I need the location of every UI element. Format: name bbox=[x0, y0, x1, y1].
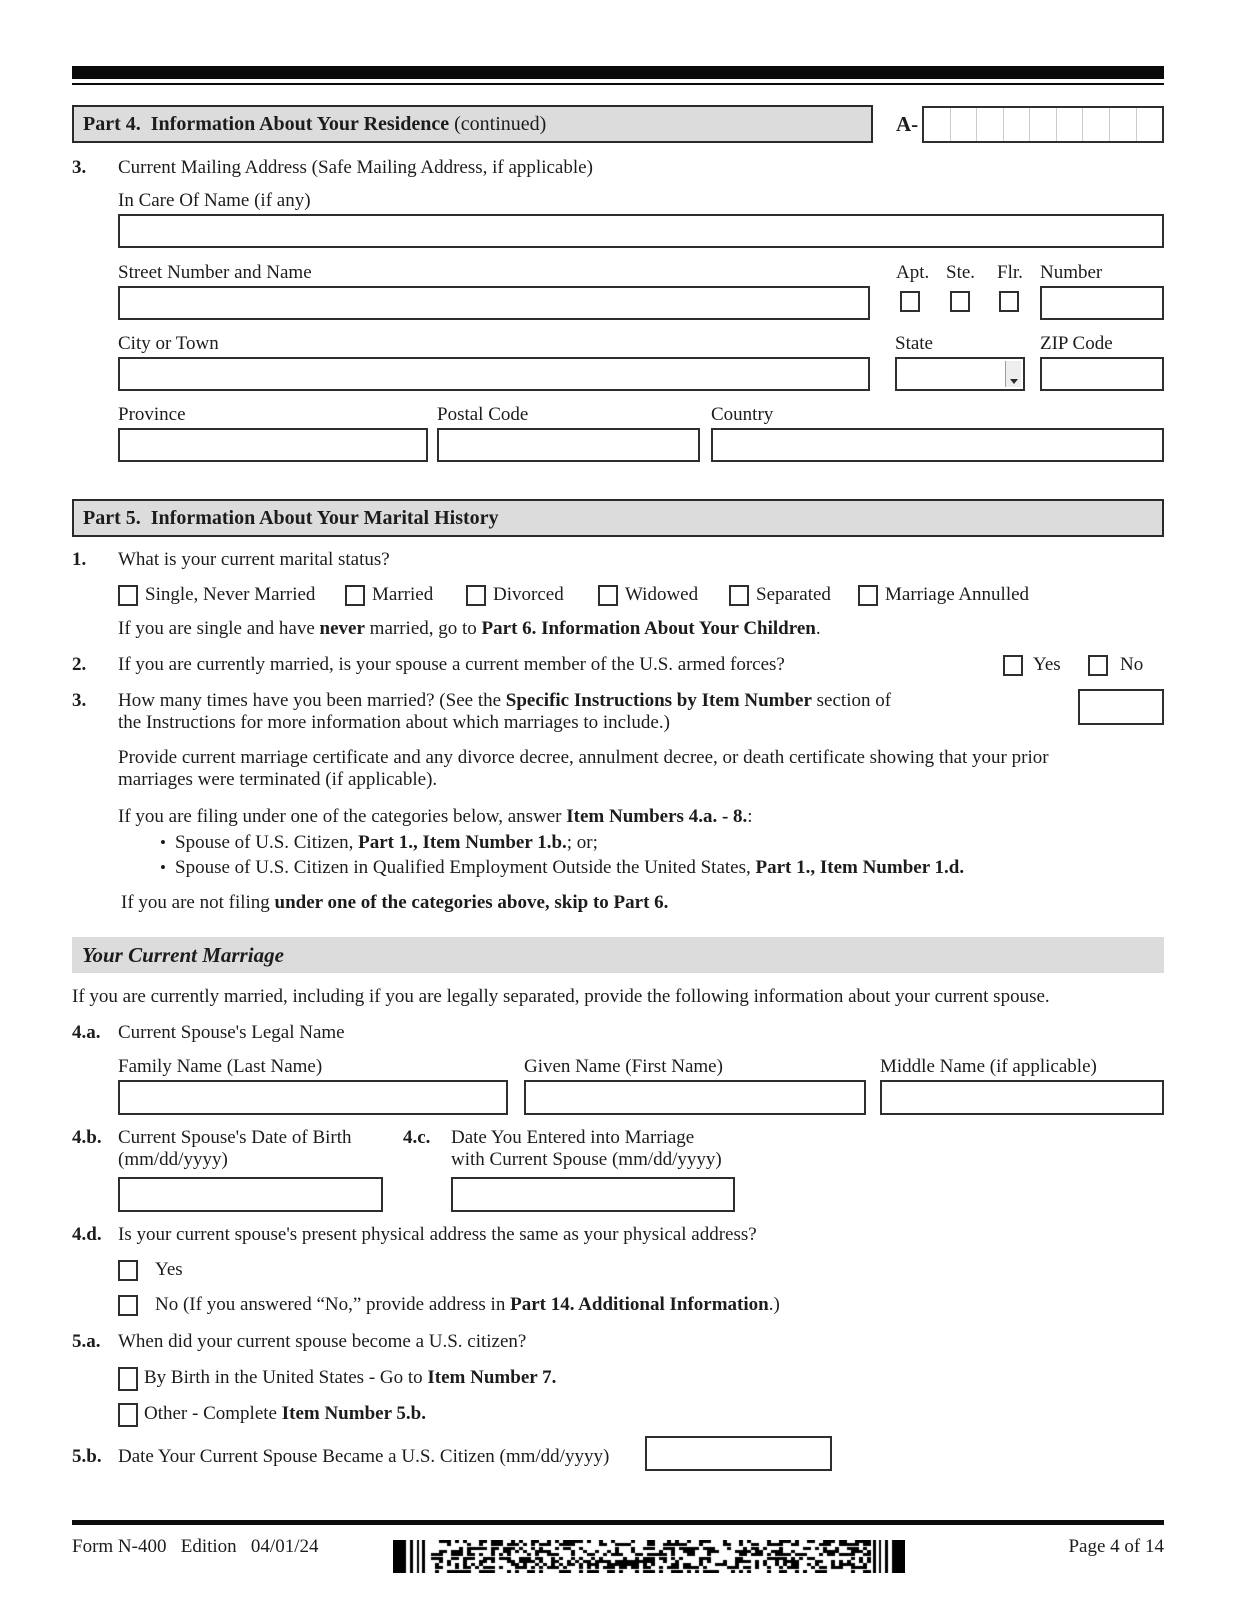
family-name-label: Family Name (Last Name) bbox=[118, 1056, 323, 1077]
q4d-no-text2: .) bbox=[768, 1294, 780, 1315]
q4d-no-label bbox=[155, 1294, 780, 1316]
bullet1-text2: ; or; bbox=[566, 832, 598, 853]
bullet1-text: Spouse of U.S. Citizen, bbox=[175, 832, 359, 853]
bullet1-bold: Part 1., Item Number 1.b. bbox=[358, 832, 567, 853]
q4d-text: Is your current spouse's present physical address the same as your physical address? bbox=[118, 1224, 757, 1245]
q1-text: What is your current marital status? bbox=[118, 549, 390, 570]
item3-number: 3. bbox=[72, 157, 87, 178]
part4-header bbox=[72, 105, 873, 143]
a-number-cell bbox=[1004, 108, 1031, 141]
spouse-dob-input[interactable] bbox=[118, 1177, 383, 1212]
q5a-opt2-bold: Item Number 5.b. bbox=[281, 1403, 426, 1424]
footer-rule bbox=[72, 1520, 1164, 1525]
q4a-text: Current Spouse's Legal Name bbox=[118, 1022, 345, 1043]
item3-label: Current Mailing Address (Safe Mailing Address, if applicable) bbox=[118, 157, 593, 178]
footer-form-number: Form N-400 bbox=[72, 1536, 167, 1557]
q3-not-filing-text bbox=[121, 892, 668, 914]
q5a-text: When did your current spouse become a U.S. citizen? bbox=[118, 1331, 527, 1352]
current-marriage-title: Your Current Marriage bbox=[82, 942, 284, 967]
q4d-yes-label: Yes bbox=[155, 1259, 183, 1280]
q2-number: 2. bbox=[72, 654, 87, 675]
q4c-label-line2: with Current Spouse (mm/dd/yyyy) bbox=[451, 1149, 722, 1170]
q2-yes-label: Yes bbox=[1033, 654, 1061, 675]
q3-filing-1: If you are filing under one of the categories below, answer bbox=[118, 806, 567, 827]
marital-annulled-label: Marriage Annulled bbox=[885, 584, 1030, 605]
q3-provide-line2: marriages were terminated (if applicable). bbox=[118, 769, 438, 790]
part5-title: Part 5. Information About Your Marital History bbox=[83, 506, 499, 529]
q4d-yes-checkbox[interactable] bbox=[118, 1260, 138, 1281]
q3-filing-text bbox=[118, 806, 753, 828]
q5a-other-label bbox=[144, 1403, 426, 1425]
city-label: City or Town bbox=[118, 333, 219, 354]
q4c-label-line1: Date You Entered into Marriage bbox=[451, 1127, 695, 1148]
in-care-of-label: In Care Of Name (if any) bbox=[118, 190, 311, 211]
family-name-input[interactable] bbox=[118, 1080, 508, 1115]
marital-widowed-checkbox[interactable] bbox=[598, 585, 618, 606]
apt-label: Apt. bbox=[896, 262, 930, 283]
q5a-by-birth-checkbox[interactable] bbox=[118, 1367, 138, 1391]
middle-name-input[interactable] bbox=[880, 1080, 1164, 1115]
flr-checkbox[interactable] bbox=[999, 291, 1019, 312]
a-number-cell bbox=[924, 108, 951, 141]
a-number-cell bbox=[1110, 108, 1137, 141]
province-input[interactable] bbox=[118, 428, 428, 462]
marital-divorced-label: Divorced bbox=[493, 584, 564, 605]
q5a-number: 5.a. bbox=[72, 1331, 101, 1352]
province-label: Province bbox=[118, 404, 186, 425]
q2-yes-checkbox[interactable] bbox=[1003, 655, 1023, 676]
q3-text-bold: Specific Instructions by Item Number bbox=[505, 690, 812, 711]
q3-number: 3. bbox=[72, 690, 87, 711]
a-number-cell bbox=[951, 108, 978, 141]
marital-married-label: Married bbox=[372, 584, 434, 605]
city-input[interactable] bbox=[118, 357, 870, 391]
part5-header bbox=[72, 499, 1164, 537]
marital-married-checkbox[interactable] bbox=[345, 585, 365, 606]
in-care-of-input[interactable] bbox=[118, 214, 1164, 248]
bullet2-text: Spouse of U.S. Citizen in Qualified Employment Outside the United States, bbox=[175, 857, 756, 878]
barcode-2d bbox=[393, 1540, 905, 1573]
q3-provide-text bbox=[118, 747, 1049, 791]
unit-number-label: Number bbox=[1040, 262, 1103, 283]
state-select[interactable] bbox=[895, 357, 1025, 391]
q3-filing-2: : bbox=[747, 806, 753, 827]
q1-number: 1. bbox=[72, 549, 87, 570]
q4d-no-checkbox[interactable] bbox=[118, 1295, 138, 1316]
filing-bullet-1 bbox=[160, 832, 598, 854]
q1-note-bold-part6: Part 6. Information About Your Children bbox=[481, 618, 816, 639]
state-select-arrow[interactable] bbox=[1005, 361, 1021, 387]
q1-note bbox=[118, 618, 821, 640]
q3-filing-bold: Item Numbers 4.a. - 8. bbox=[566, 806, 748, 827]
q1-note-text3: . bbox=[815, 618, 821, 639]
ste-label: Ste. bbox=[946, 262, 976, 283]
ste-checkbox[interactable] bbox=[950, 291, 970, 312]
q4c-number: 4.c. bbox=[403, 1127, 431, 1148]
zip-label: ZIP Code bbox=[1040, 333, 1113, 354]
q3-provide-line1: Provide current marriage certificate and any divorce decree, annulment decree, or death certificate showing that your prior bbox=[118, 747, 1049, 768]
q1-note-text2: married, go to bbox=[364, 618, 482, 639]
marriage-date-input[interactable] bbox=[451, 1177, 735, 1212]
a-number-input[interactable] bbox=[922, 106, 1164, 143]
q4c-label bbox=[451, 1127, 722, 1171]
q5a-opt1-text: By Birth in the United States - Go to bbox=[144, 1367, 428, 1388]
marital-annulled-checkbox[interactable] bbox=[858, 585, 878, 606]
street-input[interactable] bbox=[118, 286, 870, 320]
current-marriage-header bbox=[72, 937, 1164, 973]
street-label: Street Number and Name bbox=[118, 262, 312, 283]
middle-name-label: Middle Name (if applicable) bbox=[880, 1056, 1097, 1077]
not-filing-bold: under one of the categories above, skip to Part 6. bbox=[274, 892, 669, 913]
a-number-cell bbox=[1057, 108, 1084, 141]
q3-text-line2: the Instructions for more information about which marriages to include.) bbox=[118, 712, 670, 733]
q3-text-1: How many times have you been married? (See the bbox=[118, 690, 506, 711]
q1-note-text: If you are single and have bbox=[118, 618, 320, 639]
q5a-other-checkbox[interactable] bbox=[118, 1403, 138, 1427]
q5b-date-input[interactable] bbox=[645, 1436, 832, 1471]
q2-no-checkbox[interactable] bbox=[1088, 655, 1108, 676]
q5a-opt2-text: Other - Complete bbox=[144, 1403, 282, 1424]
marital-widowed-label: Widowed bbox=[625, 584, 699, 605]
marital-separated-label: Separated bbox=[756, 584, 831, 605]
footer-edition: Edition 04/01/24 bbox=[180, 1536, 319, 1557]
filing-bullet-2 bbox=[160, 857, 964, 879]
q4a-number: 4.a. bbox=[72, 1022, 101, 1043]
given-name-label: Given Name (First Name) bbox=[524, 1056, 723, 1077]
a-number-cell bbox=[1137, 108, 1163, 141]
bullet-icon: • bbox=[160, 858, 166, 877]
marital-divorced-checkbox[interactable] bbox=[466, 585, 486, 606]
flr-label: Flr. bbox=[997, 262, 1023, 283]
q4d-no-bold: Part 14. Additional Information bbox=[510, 1294, 769, 1315]
a-number-cell bbox=[1030, 108, 1057, 141]
q4d-no-text: No (If you answered “No,” provide address in bbox=[155, 1294, 511, 1315]
part4-title-note: (continued) bbox=[449, 112, 547, 135]
marital-single-checkbox[interactable] bbox=[118, 585, 138, 606]
postal-label: Postal Code bbox=[437, 404, 529, 425]
q2-text: If you are currently married, is your spouse a current member of the U.S. armed forces? bbox=[118, 654, 785, 675]
a-number-cell bbox=[1083, 108, 1110, 141]
not-filing-1: If you are not filing bbox=[121, 892, 275, 913]
q4b-label-line2: (mm/dd/yyyy) bbox=[118, 1149, 228, 1170]
top-rule-thick bbox=[72, 66, 1164, 79]
zip-input[interactable] bbox=[1040, 357, 1164, 391]
q4d-number: 4.d. bbox=[72, 1224, 102, 1245]
marital-separated-checkbox[interactable] bbox=[729, 585, 749, 606]
state-label: State bbox=[895, 333, 933, 354]
top-rule-thin bbox=[72, 83, 1164, 85]
current-marriage-intro: If you are currently married, including if you are legally separated, provide the following information about your current spouse. bbox=[72, 986, 1050, 1007]
q5a-opt1-bold: Item Number 7. bbox=[427, 1367, 557, 1388]
bullet2-bold: Part 1., Item Number 1.d. bbox=[755, 857, 965, 878]
country-input[interactable] bbox=[711, 428, 1164, 462]
q1-note-bold-never: never bbox=[319, 618, 365, 639]
q5b-number: 5.b. bbox=[72, 1446, 102, 1467]
unit-number-input[interactable] bbox=[1040, 286, 1164, 320]
country-label: Country bbox=[711, 404, 774, 425]
q3-times-married-input[interactable] bbox=[1078, 689, 1164, 725]
q2-no-label: No bbox=[1120, 654, 1144, 675]
postal-input[interactable] bbox=[437, 428, 700, 462]
a-number-cell bbox=[977, 108, 1004, 141]
part4-title: Part 4. Information About Your Residence bbox=[83, 112, 450, 135]
given-name-input[interactable] bbox=[524, 1080, 866, 1115]
a-number-prefix: A- bbox=[896, 112, 919, 136]
footer-form-id bbox=[72, 1536, 318, 1558]
apt-checkbox[interactable] bbox=[900, 291, 920, 312]
q3-text-2: section of bbox=[811, 690, 892, 711]
q5b-text: Date Your Current Spouse Became a U.S. Citizen (mm/dd/yyyy) bbox=[118, 1446, 610, 1467]
q3-text bbox=[118, 690, 891, 734]
q4b-label-line1: Current Spouse's Date of Birth bbox=[118, 1127, 352, 1148]
q5a-by-birth-label bbox=[144, 1367, 556, 1389]
q4b-number: 4.b. bbox=[72, 1127, 102, 1148]
bullet-icon: • bbox=[160, 833, 166, 852]
footer-page-number: Page 4 of 14 bbox=[1068, 1536, 1164, 1557]
marital-single-label: Single, Never Married bbox=[145, 584, 316, 605]
q4b-label bbox=[118, 1127, 352, 1171]
